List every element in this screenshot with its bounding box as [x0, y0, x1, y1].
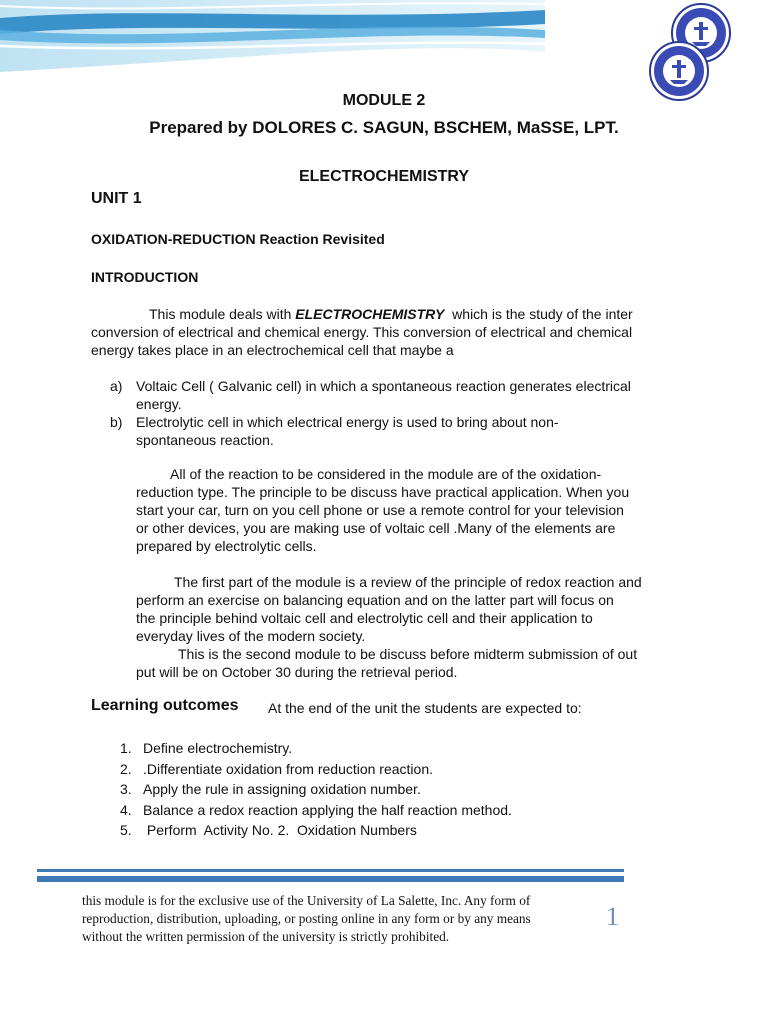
author-line: Prepared by DOLORES C. SAGUN, BSCHEM, MaSSE, LPT. — [149, 118, 619, 137]
outcome-item — [120, 820, 512, 841]
subject-title: ELECTROCHEMISTRY — [298, 168, 470, 185]
outcome-text: Balance a redox reaction applying the half reaction method. — [143, 801, 512, 818]
list-item-line: Voltaic Cell ( Galvanic cell) in which a spontaneous reaction generates electrical — [136, 378, 631, 394]
paragraph-line: start your car, turn on you cell phone or use a remote control for your television — [136, 502, 624, 518]
outcome-item — [120, 800, 512, 821]
page-number: 1 — [606, 902, 619, 931]
paragraph-module-overview — [136, 573, 686, 681]
intro-paragraph — [91, 305, 691, 359]
unit-heading: UNIT 1 — [91, 190, 142, 207]
intro-line-1 — [91, 305, 691, 323]
header-wave-banner — [0, 0, 560, 72]
outcome-number: 3. — [120, 781, 132, 797]
paragraph-line: reduction type. The principle to be discuss have practical application. When you — [136, 484, 630, 500]
learning-outcomes-list — [120, 738, 512, 841]
paragraph-line: everyday lives of the modern society. — [136, 628, 366, 644]
outcome-item — [120, 759, 512, 780]
intro-line-3: energy takes place in an electrochemical cell that maybe a — [91, 342, 454, 358]
outcome-item — [120, 779, 512, 800]
intro-term: ELECTROCHEMISTRY — [295, 306, 445, 322]
paragraph-line: the principle behind voltaic cell and electrolytic cell and their application to — [136, 610, 593, 626]
list-item — [110, 377, 690, 413]
outcome-number: 2. — [120, 760, 132, 777]
section-heading-redox: OXIDATION-REDUCTION Reaction Revisited — [91, 231, 385, 247]
intro-lead-text: This module deals with — [149, 306, 296, 322]
notice-line: this module is for the exclusive use of the University of La Salette, Inc. Any form of — [82, 893, 531, 908]
intro-after-term: which is the study of the inter — [444, 306, 633, 322]
list-marker: a) — [110, 378, 123, 394]
list-item — [110, 413, 690, 449]
paragraph-line: or other devices, you are making use of voltaic cell .Many of the elements are — [136, 520, 616, 536]
notice-line: without the written permission of the university is strictly prohibited. — [82, 929, 450, 944]
outcome-text: Define electrochemistry. — [143, 740, 293, 756]
footer-divider-thick — [37, 876, 624, 882]
paragraph-line: All of the reaction to be considered in the module are of the oxidation- — [170, 466, 602, 482]
paragraph-line: put will be on October 30 during the retrieval period. — [136, 664, 458, 680]
section-heading-introduction: INTRODUCTION — [91, 269, 199, 285]
outcome-number: 5. — [120, 822, 132, 838]
paragraph-line: prepared by electrolytic cells. — [136, 538, 317, 554]
footer-divider-thin — [37, 869, 624, 872]
paragraph-applications — [136, 465, 686, 555]
list-item-line: spontaneous reaction. — [136, 432, 274, 448]
outcome-text: Apply the rule in assigning oxidation number. — [143, 781, 421, 797]
paragraph-line: This is the second module to be discuss before midterm submission of out — [178, 646, 638, 662]
outcome-number: 4. — [120, 801, 132, 818]
cell-types-list — [110, 377, 690, 449]
outcome-text: Perform Activity No. 2. Oxidation Numbers — [143, 822, 417, 838]
list-item-line: energy. — [136, 396, 182, 412]
list-marker: b) — [110, 414, 123, 430]
module-title: MODULE 2 — [342, 92, 426, 109]
outcome-item — [120, 738, 512, 759]
outcome-number: 1. — [120, 740, 132, 756]
paragraph-line: perform an exercise on balancing equation and on the latter part will focus on — [136, 592, 614, 608]
notice-line: reproduction, distribution, uploading, or posting online in any form or by any means — [82, 911, 531, 926]
learning-outcomes-intro: At the end of the unit the students are expected to: — [268, 700, 582, 716]
list-item-line: Electrolytic cell in which electrical energy is used to bring about non- — [136, 414, 559, 430]
copyright-notice — [82, 892, 602, 946]
paragraph-line: The first part of the module is a review of the principle of redox reaction and — [174, 574, 642, 590]
outcome-text: .Differentiate oxidation from reduction reaction. — [143, 760, 434, 777]
learning-outcomes-heading: Learning outcomes — [91, 697, 239, 714]
intro-line-2: conversion of electrical and chemical energy. This conversion of electrical and chemical — [91, 324, 633, 340]
